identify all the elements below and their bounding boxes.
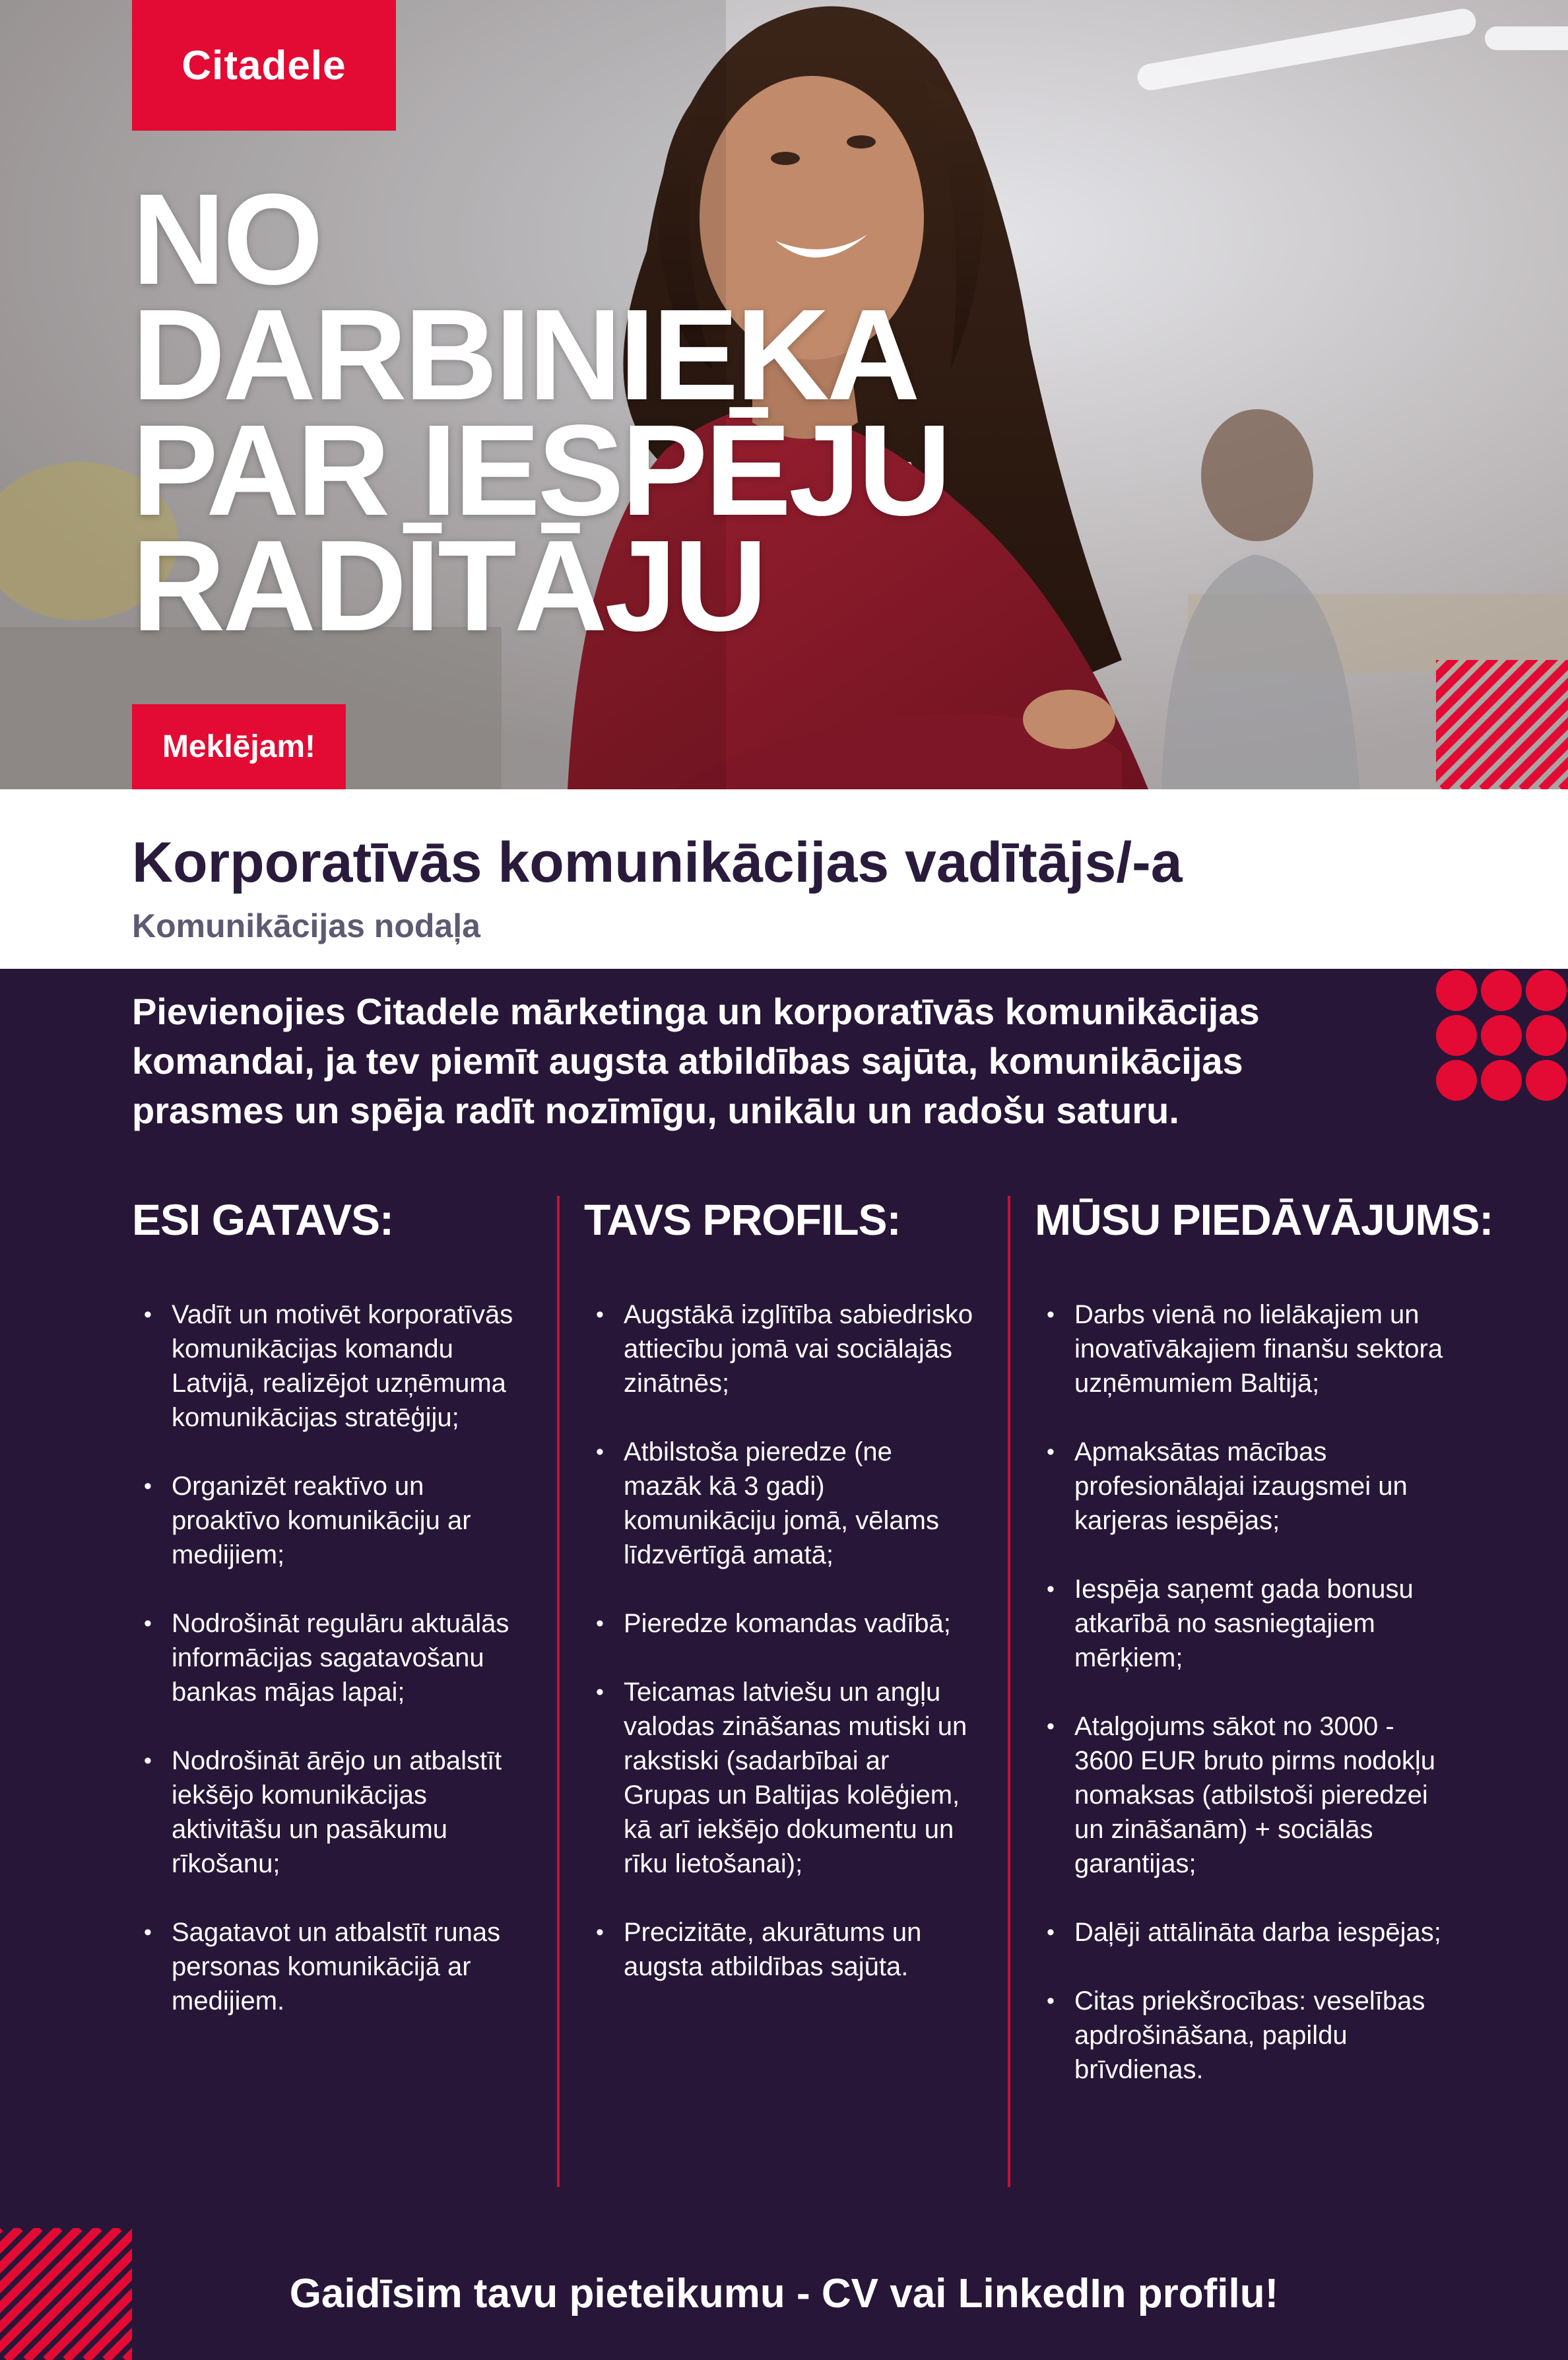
list-item: • Vadīt un motivēt korporatīvās komunikācijas komandu Latvijā, realizējot uzņēmuma komunikācijas stratēģiju; xyxy=(132,1297,521,1435)
column-divider xyxy=(557,1196,560,2187)
list-item: • Atbilstoša pieredze (ne mazāk kā 3 gadi) komunikāciju jomā, vēlams līdzvērtīgā amatā; xyxy=(584,1435,973,1572)
column-heading: ESI GATAVS: xyxy=(132,1195,394,1244)
list-item: • Organizēt reaktīvo un proaktīvo komunikāciju ar medijiem; xyxy=(132,1469,521,1572)
responsibilities-list xyxy=(132,1297,521,2018)
headline xyxy=(132,167,990,658)
hiring-badge-text: Meklējam! xyxy=(162,729,316,764)
list-item: • Citas priekšrocības: veselības apdrošināšana, papildu brīvdienas. xyxy=(1035,1984,1444,2087)
list-item: • Iespēja saņemt gada bonusu atkarībā no sasniegtajiem mērķiem; xyxy=(1035,1572,1444,1675)
column-divider xyxy=(1008,1196,1010,2187)
citadele-logo xyxy=(132,0,396,131)
column-heading: TAVS PROFILS: xyxy=(584,1195,901,1244)
list-item: • Nodrošināt ārējo un atbalstīt iekšējo komunikācijas aktivitāšu un pasākumu rīkošanu; xyxy=(132,1744,521,1881)
list-item: • Atalgojums sākot no 3000 - 3600 EUR bruto pirms nodokļu nomaksas (atbilstoši pieredzei un zināšanām) + sociālās garantijas; xyxy=(1035,1709,1444,1881)
headline-line: PAR IESPĒJU xyxy=(132,398,949,542)
job-title: Korporatīvās komunikācijas vadītājs/-a xyxy=(132,831,1183,894)
hiring-badge xyxy=(132,704,346,789)
list-item: • Precizitāte, akurātums un augsta atbildības sajūta. xyxy=(584,1915,973,1984)
intro-text: Pievienojies Citadele mārketinga un korporatīvās komunikācijas komandai, ja tev piemīt augsta atbildības sajūta, komunikācijas prasmes un spēja radīt nozīmīgu, unikālu un radošu saturu. xyxy=(132,991,1260,1131)
headline-line: DARBINIEKA xyxy=(132,282,918,427)
headline-line: NO xyxy=(132,167,321,311)
department-name: Komunikācijas nodaļa xyxy=(132,907,480,944)
column-responsibilities xyxy=(132,1195,521,2052)
list-item: • Pieredze komandas vadībā; xyxy=(584,1606,973,1641)
list-item: • Nodrošināt regulāru aktuālās informācijas sagatavošanu bankas mājas lapai; xyxy=(132,1606,521,1709)
offer-list xyxy=(1035,1297,1444,2087)
list-item: • Darbs vienā no lielākajiem un inovatīvākajiem finanšu sektora uzņēmumiem Baltijā; xyxy=(1035,1297,1444,1400)
headline-line: RADĪTĀJU xyxy=(132,513,765,658)
dots-decoration xyxy=(1435,969,1568,1102)
column-heading: MŪSU PIEDĀVĀJUMS: xyxy=(1035,1195,1493,1244)
stripes-decoration xyxy=(1436,660,1568,789)
logo-text: Citadele xyxy=(181,42,346,88)
column-profile xyxy=(584,1195,973,2018)
list-item: • Daļēji attālināta darba iespējas; xyxy=(1035,1915,1444,1950)
hero-banner xyxy=(0,0,1568,789)
title-band xyxy=(0,789,1568,969)
list-item: • Teicamas latviešu un angļu valodas zināšanas mutiski un rakstiski (sadarbībai ar Grupas un Baltijas kolēģiem, kā arī iekšējo dokumentu un rīku lietošanai); xyxy=(584,1675,973,1881)
list-item: • Sagatavot un atbalstīt runas personas komunikācijā ar medijiem. xyxy=(132,1915,521,2018)
list-item: • Augstākā izglītība sabiedrisko attiecību jomā vai sociālajās zinātnēs; xyxy=(584,1297,973,1400)
column-offer xyxy=(1035,1195,1493,2121)
application-call-to-action: Gaidīsim tavu pieteikumu - CV vai LinkedIn profilu! xyxy=(289,2271,1279,2316)
list-item: • Apmaksātas mācības profesionālajai izaugsmei un karjeras iespējas; xyxy=(1035,1435,1444,1538)
profile-list xyxy=(584,1297,973,1984)
